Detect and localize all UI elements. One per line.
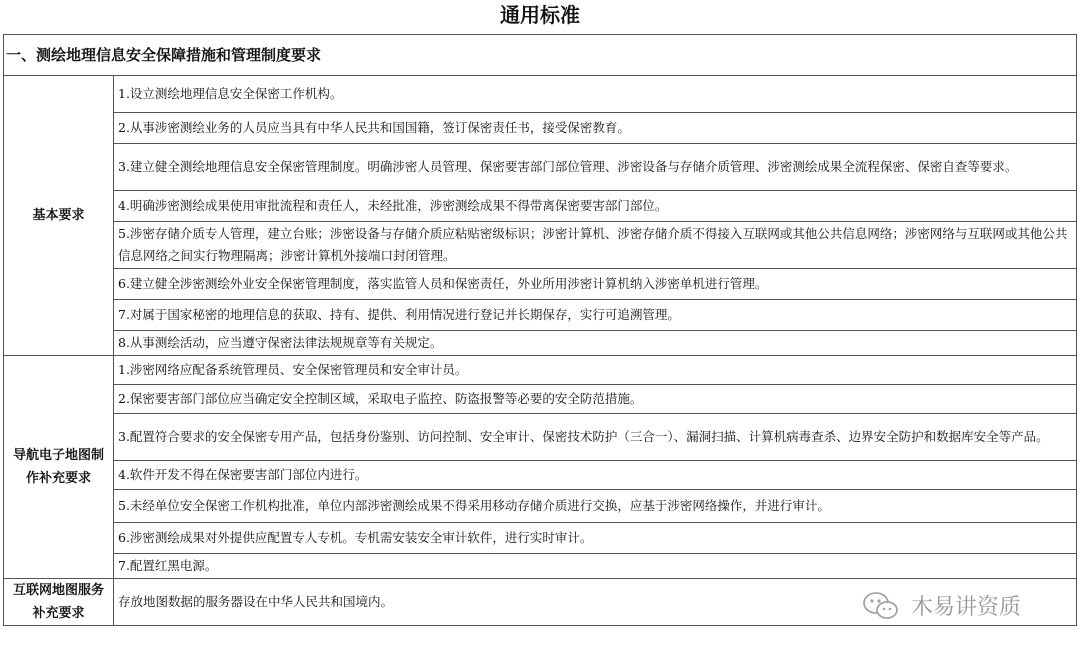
requirement-item: 2.保密要害部门部位应当确定安全控制区域，采取电子监控、防盗报警等必要的安全防范措施。 (114, 385, 1077, 414)
requirement-item: 4.软件开发不得在保密要害部门部位内进行。 (114, 461, 1077, 490)
watermark-text: 木易讲资质 (911, 595, 1022, 620)
category-navigation-map: 导航电子地图制作补充要求 (4, 356, 114, 579)
category-internet-map: 互联网地图服务补充要求 (4, 579, 114, 626)
requirement-item: 3.配置符合要求的安全保密专用产品，包括身份鉴别、访问控制、安全审计、保密技术防护（三合一）、漏洞扫描、计算机病毒查杀、边界安全防护和数据库安全等产品。 (114, 414, 1077, 461)
requirement-item: 8.从事测绘活动，应当遵守保密法律法规规章等有关规定。 (114, 331, 1077, 356)
standards-table (3, 34, 1077, 626)
category-basic: 基本要求 (4, 76, 114, 356)
page-title: 通用标准 (500, 3, 580, 27)
requirement-item: 5.未经单位安全保密工作机构批准，单位内部涉密测绘成果不得采用移动存储介质进行交换，应基于涉密网络操作，并进行审计。 (114, 490, 1077, 523)
requirement-item: 7.对属于国家秘密的地理信息的获取、持有、提供、利用情况进行登记并长期保存，实行可追溯管理。 (114, 300, 1077, 331)
requirement-item: 1.设立测绘地理信息安全保密工作机构。 (114, 76, 1077, 113)
requirement-item: 4.明确涉密测绘成果使用审批流程和责任人，未经批准，涉密测绘成果不得带离保密要害部门部位。 (114, 191, 1077, 222)
requirement-item: 1.涉密网络应配备系统管理员、安全保密管理员和安全审计员。 (114, 356, 1077, 385)
wechat-icon (862, 591, 900, 621)
requirement-item: 7.配置红黑电源。 (114, 554, 1077, 579)
requirement-item: 存放地图数据的服务器设在中华人民共和国境内。 (114, 579, 1077, 626)
requirement-item: 6.建立健全涉密测绘外业安全保密管理制度，落实监管人员和保密责任，外业所用涉密计算机纳入涉密单机进行管理。 (114, 269, 1077, 300)
section-heading: 一、测绘地理信息安全保障措施和管理制度要求 (4, 35, 1077, 76)
watermark (862, 590, 1062, 624)
requirement-item: 6.涉密测绘成果对外提供应配置专人专机。专机需安装安全审计软件，进行实时审计。 (114, 523, 1077, 554)
requirement-item: 2.从事涉密测绘业务的人员应当具有中华人民共和国国籍，签订保密责任书，接受保密教育。 (114, 113, 1077, 144)
requirement-item: 5.涉密存储介质专人管理，建立台账；涉密设备与存储介质应粘贴密级标识；涉密计算机、涉密存储介质不得接入互联网或其他公共信息网络；涉密网络与互联网或其他公共信息网络之间实行物理隔离；涉密计算机外接端口封闭管理。 (114, 222, 1077, 269)
requirement-item: 3.建立健全测绘地理信息安全保密管理制度。明确涉密人员管理、保密要害部门部位管理、涉密设备与存储介质管理、涉密测绘成果全流程保密、保密自查等要求。 (114, 144, 1077, 191)
